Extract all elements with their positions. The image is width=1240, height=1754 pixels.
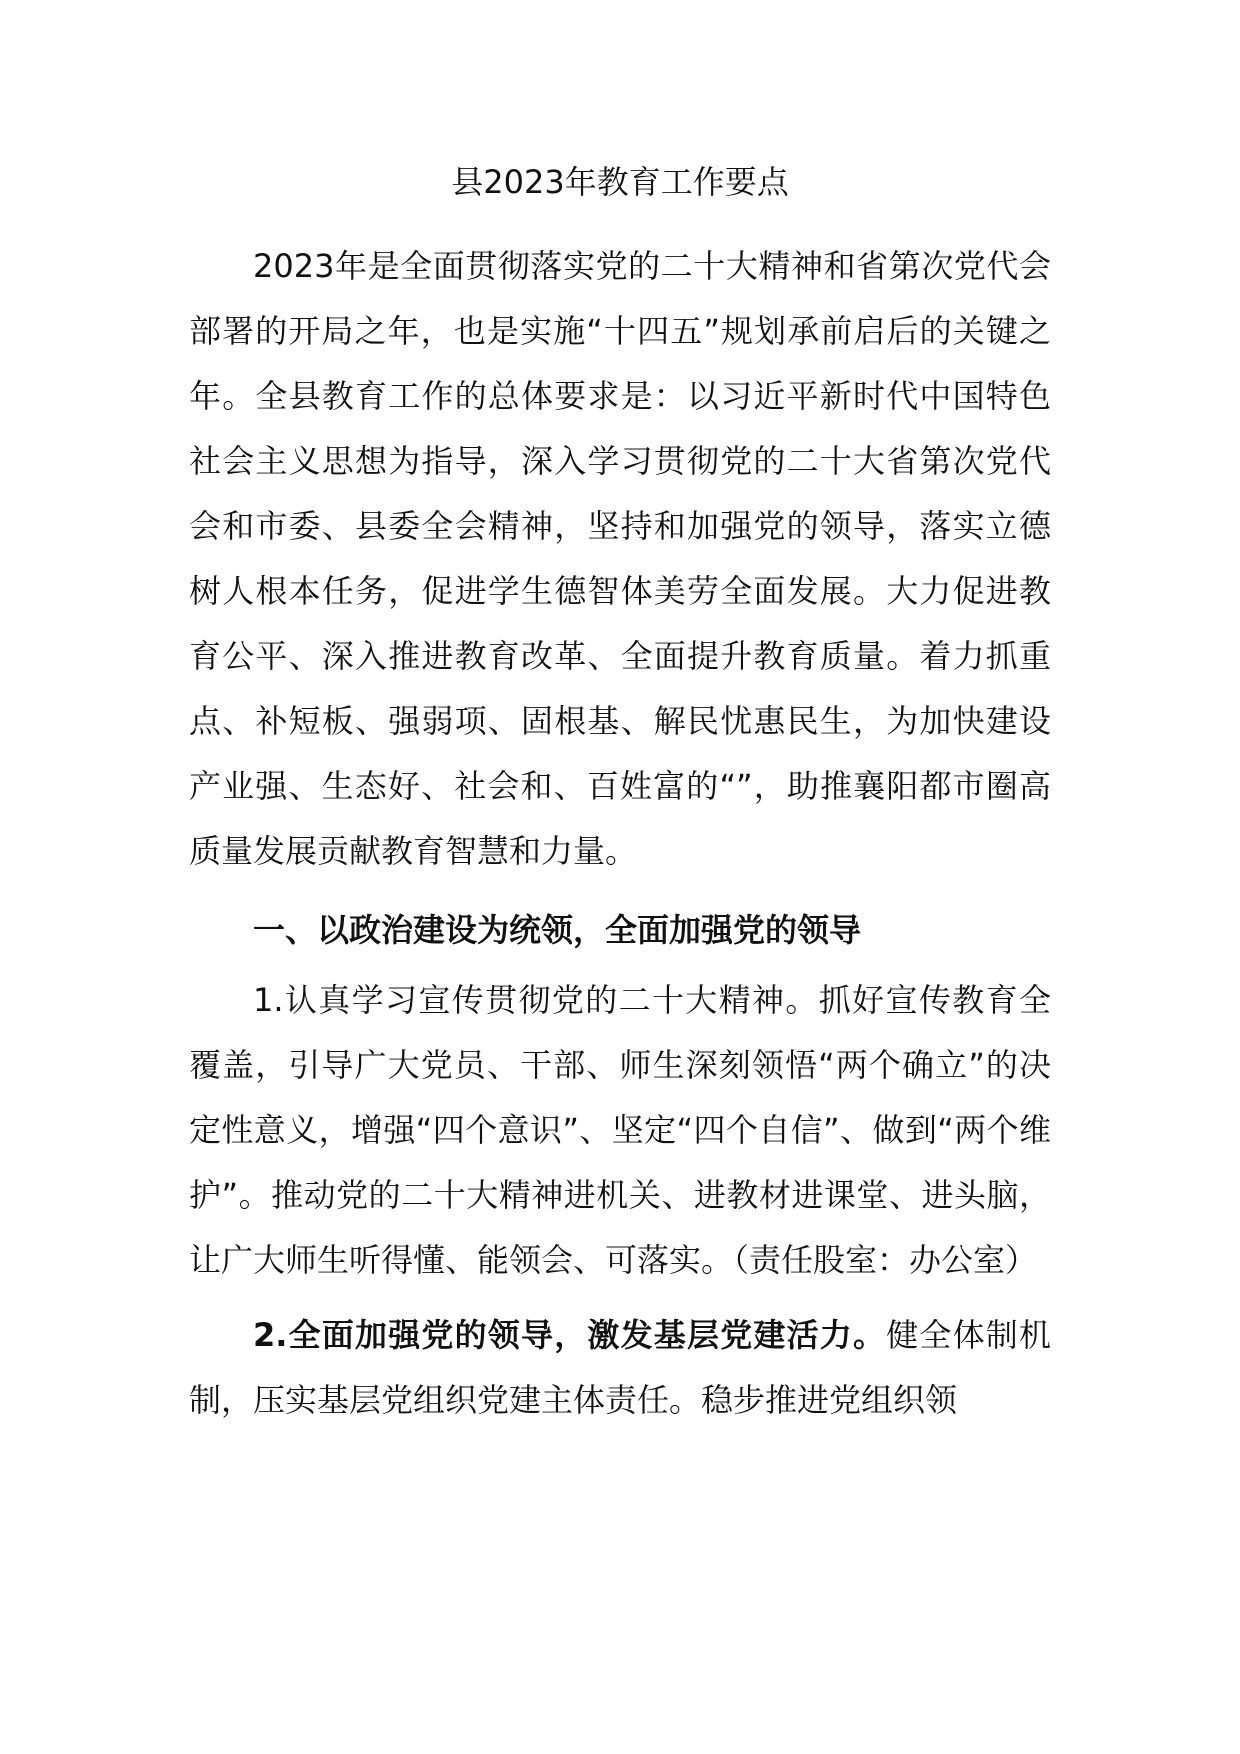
item-1-paragraph: 1.认真学习宣传贯彻党的二十大精神。抓好宣传教育全覆盖，引导广大党员、干部、师生深刻领悟“两个确立”的决定性意义，增强“四个意识”、坚定“四个自信”、做到“两个维护”。推动党的二十大精神进机关、进教材进课堂、进头脑，让广大师生听得懂、能领会、可落实。（责任股室：办公室） bbox=[189, 981, 1051, 1279]
spacer bbox=[189, 884, 1051, 894]
document-title: 县2023年教育工作要点 bbox=[451, 163, 789, 201]
item-2-lead: 2.全面加强党的领导，激发基层党建活力。 bbox=[253, 1316, 887, 1354]
document-page bbox=[189, 160, 1051, 1433]
intro-paragraph: 2023年是全面贯彻落实党的二十大精神和省第次党代会部署的开局之年，也是实施“十四五”规划承前启后的关键之年。全县教育工作的总体要求是：以习近平新时代中国特色社会主义思想为指导，深入学习贯彻党的二十大省第次党代会和市委、县委全会精神，坚持和加强党的领导，落实立德树人根本任务，促进学生德智体美劳全面发展。大力促进教育公平、深入推进教育改革、全面提升教育质量。着力抓重点、补短板、强弱项、固根基、解民忧惠民生，为加快建设产业强、生态好、社会和、百姓富的“”，助推襄阳都市圈高质量发展贡献教育智慧和力量。 bbox=[189, 247, 1051, 870]
spacer bbox=[189, 1293, 1051, 1303]
section-heading-1: 一、以政治建设为统领，全面加强党的领导 bbox=[253, 911, 862, 949]
item-2-paragraph bbox=[189, 1303, 1051, 1433]
item-2-body: 健全体制机制，压实基层党组织党建主体责任。稳步推进党组织领 bbox=[189, 1316, 1051, 1419]
